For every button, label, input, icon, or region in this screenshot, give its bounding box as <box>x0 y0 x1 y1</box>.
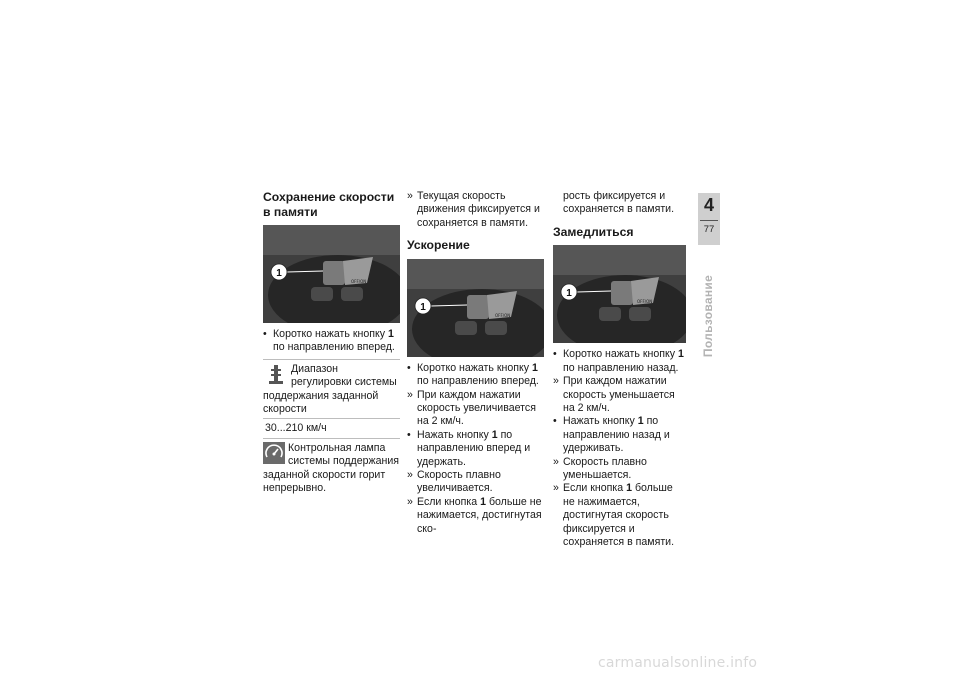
photo-label-2: OFF/ON <box>495 312 511 318</box>
heading-deceleration: Замедлиться <box>553 224 634 239</box>
callout-1: 1 <box>420 301 426 313</box>
list-item: » Текущая скорость движения фиксируется и сохраняется в памяти. <box>407 190 540 229</box>
list-item: • Нажать кнопку 1 по направлению вперед и удержать. <box>407 428 531 468</box>
heading-acceleration: Ускорение <box>407 238 470 253</box>
section-label: Пользование <box>701 274 715 358</box>
photo-label-3: OFF/ON <box>637 299 653 305</box>
callout-1: 1 <box>276 268 282 279</box>
list-item: • Нажать кнопку 1 по направлению назад и удерживать. <box>553 415 670 455</box>
list-col1 <box>263 328 400 355</box>
handlebar-photo-1 <box>263 225 400 323</box>
adjustment-range-text: Диапазон регулировки системы поддержания заданной скорости <box>263 362 397 416</box>
list-item: » Если кнопка 1 больше не нажимается, достигнутая ско- <box>407 495 542 535</box>
list-col2 <box>407 362 544 536</box>
column-2 <box>407 190 544 536</box>
list-col3 <box>553 348 686 549</box>
list-item: » Скорость плавно уменьшается. <box>553 455 647 481</box>
column-3 <box>553 190 686 549</box>
list-item: • Коротко нажать кнопку 1 по направлению вперед. <box>263 328 395 354</box>
watermark: carmanualsonline.info <box>598 655 758 671</box>
list-item: • Коротко нажать кнопку 1 по направлению вперед. <box>407 361 539 388</box>
adjustment-range-value: 30...210 км/ч <box>263 419 400 438</box>
list-item: • Коротко нажать кнопку 1 по направлению назад. <box>553 348 684 374</box>
continued-text: рость фиксируется и сохраняется в памяти. <box>563 190 675 216</box>
callout-1: 1 <box>566 288 572 300</box>
list-item: » Скорость плавно увеличивается. <box>407 468 501 495</box>
column-1 <box>263 190 400 495</box>
photo-label-1: OFF/ON <box>351 279 367 284</box>
handlebar-photo-3 <box>553 245 686 343</box>
list-item: » При каждом нажатии скорость уменьшается на 2 км/ч. <box>553 375 675 414</box>
chapter-number: 4 <box>703 195 714 215</box>
chapter-tab <box>698 193 720 245</box>
indicator-lamp-text: Контрольная лампа системы поддержания заданной скорости горит непрерывно. <box>263 441 400 495</box>
list-col2-top <box>407 190 544 230</box>
page-number: 77 <box>703 224 715 235</box>
list-item: » При каждом нажатии скорость увеличивается на 2 км/ч. <box>407 388 536 428</box>
tab-divider <box>700 220 718 221</box>
technical-data-icon <box>265 363 287 389</box>
adjustment-range-note <box>263 359 400 420</box>
handlebar-photo-2 <box>407 259 544 357</box>
list-item: » Если кнопка 1 больше не нажимается, достигнутая скорость фиксируется и сохраняется в памяти. <box>553 482 675 548</box>
heading-save-speed: Сохранение скорости в памяти <box>263 190 395 219</box>
indicator-lamp-note <box>263 439 400 496</box>
cruise-control-lamp-icon <box>263 442 285 464</box>
